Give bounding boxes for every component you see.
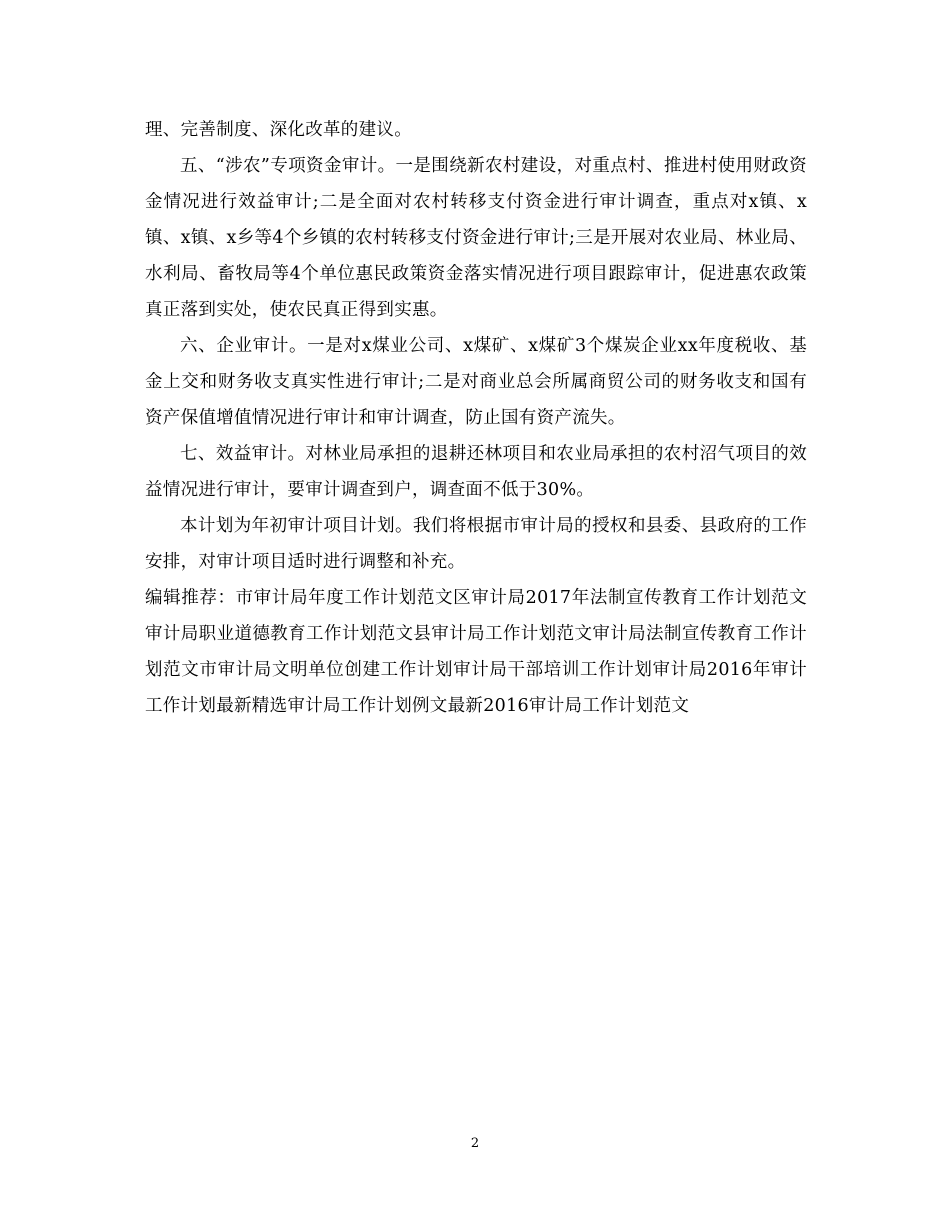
paragraph-plan-note: 本计划为年初审计项目计划。我们将根据市审计局的授权和县委、县政府的工作安排，对审计项目适时进行调整和补充。 (145, 516, 807, 572)
paragraph-efficiency-audit: 七、效益审计。对林业局承担的退耕还林项目和农业局承担的农村沼气项目的效益情况进行审计，要审计调查到户，调查面不低于30%。 (145, 444, 807, 500)
page-number: 2 (470, 1136, 480, 1151)
paragraph-continuation: 理、完善制度、深化改革的建议。 (145, 120, 412, 140)
paragraph-editor-recommendation: 编辑推荐：市审计局年度工作计划范文区审计局2017年法制宣传教育工作计划范文审计局职业道德教育工作计划范文县审计局工作计划范文审计局法制宣传教育工作计划范文市审计局文明单位创建工作计划审计局干部培训工作计划审计局2016年审计工作计划最新精选审计局工作计划例文最新2016审计局工作计划范文 (145, 588, 807, 716)
paragraph-enterprise-audit: 六、企业审计。一是对x煤业公司、x煤矿、x煤矿3个煤炭企业xx年度税收、基金上交和财务收支真实性进行审计;二是对商业总会所属商贸公司的财务收支和国有资产保值增值情况进行审计和审计调查，防止国有资产流失。 (145, 336, 807, 428)
paragraph-agriculture-funds-audit: 五、“涉农”专项资金审计。一是围绕新农村建设，对重点村、推进村使用财政资金情况进行效益审计;二是全面对农村转移支付资金进行审计调查，重点对x镇、x镇、x镇、x乡等4个乡镇的农村转移支付资金进行审计;三是开展对农业局、林业局、水利局、畜牧局等4个单位惠民政策资金落实情况进行项目跟踪审计，促进惠农政策真正落到实处，使农民真正得到实惠。 (145, 156, 807, 320)
document-body (145, 112, 807, 724)
